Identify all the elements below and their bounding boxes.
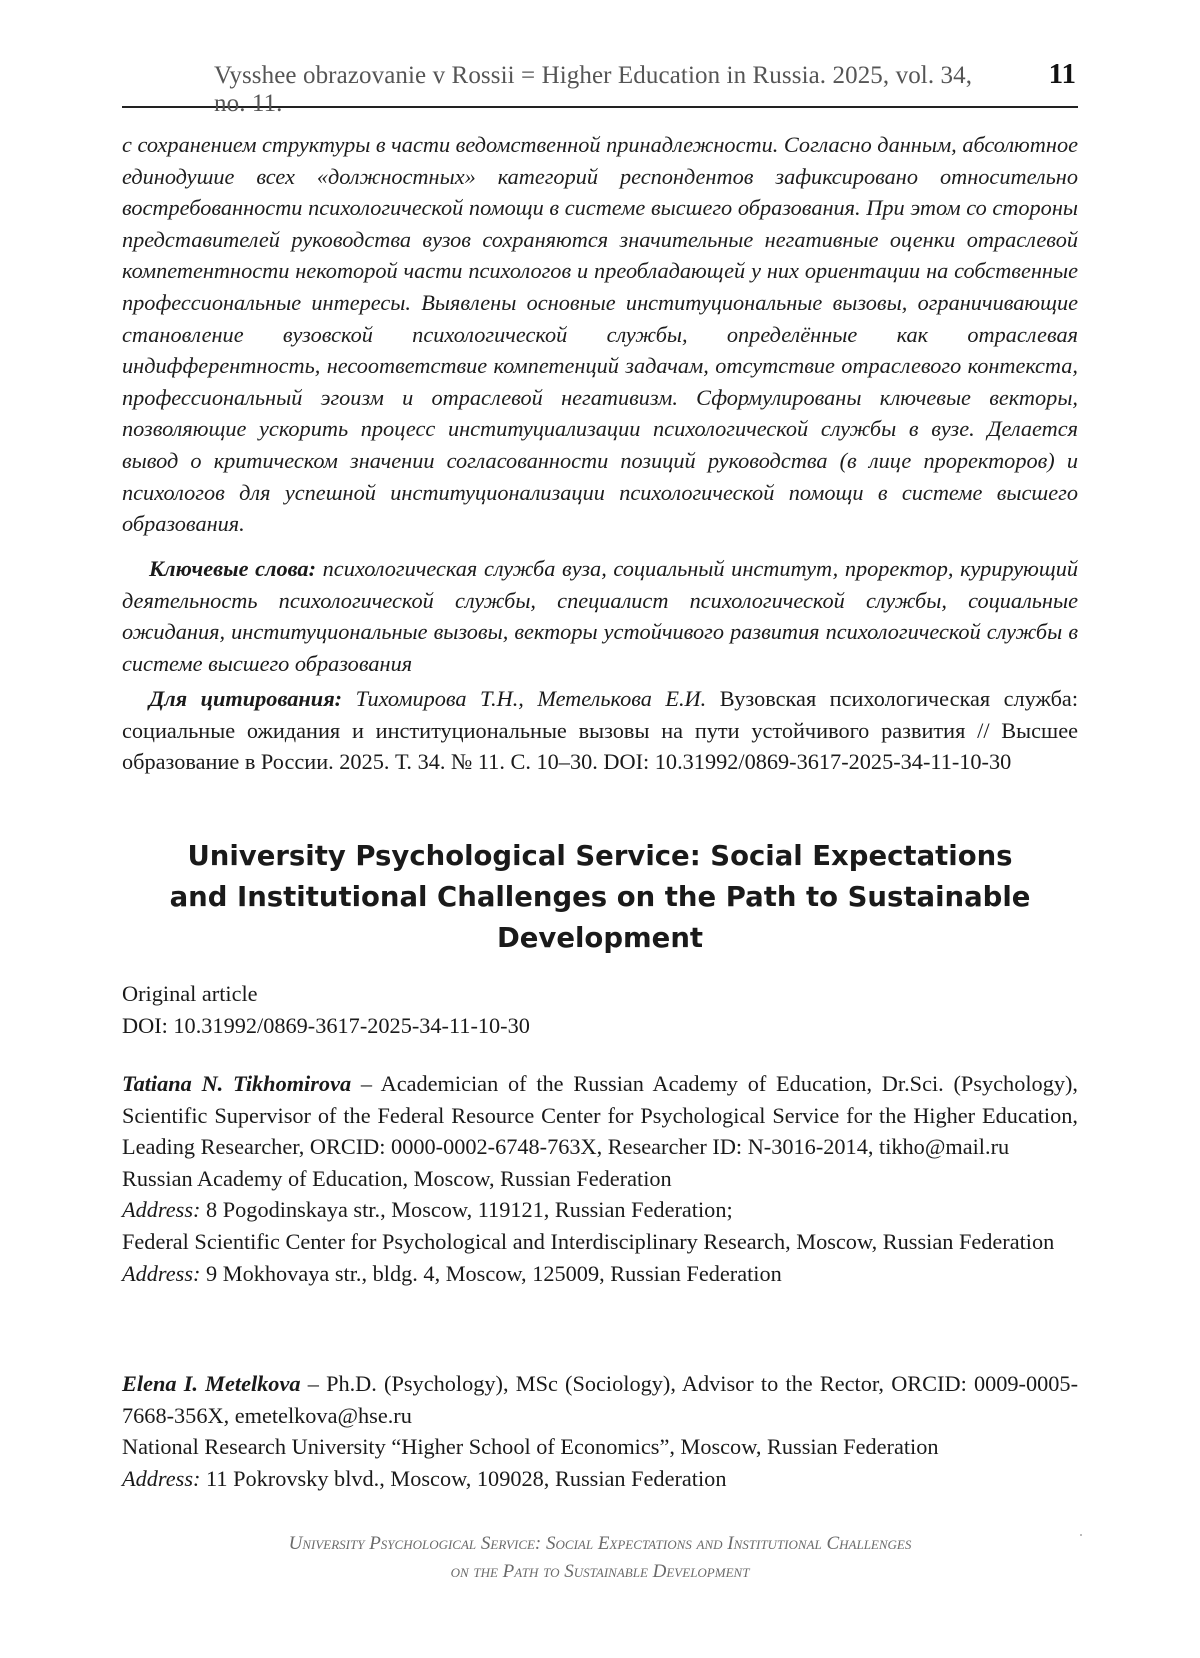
page-number: 11 — [1048, 58, 1076, 90]
author-address — [122, 1194, 1078, 1226]
address-text: 11 Pokrovsky blvd., Moscow, 109028, Russian Federation — [206, 1465, 727, 1491]
article-doi: DOI: 10.31992/0869-3617-2025-34-11-10-30 — [122, 1012, 530, 1038]
author-affiliation: Russian Academy of Education, Moscow, Russian Federation — [122, 1165, 672, 1191]
address-label: Address: — [122, 1465, 201, 1491]
citation-label: Для цитирования: — [149, 686, 343, 711]
author-name: Tatiana N. Tikhomirova — [122, 1071, 352, 1096]
author-credentials: – Academician of the Russian Academy of Education, Dr.Sci. (Psychology), Scientific Supervisor of the Federal Resource Center for Psychological Service for the Higher Education, Leading Researcher, ORCID: 0000-0002-6748-763X, Researcher ID: N-3016-2014, tikho@mail.ru — [122, 1071, 1078, 1160]
author-affiliation: Federal Scientific Center for Psychological and Interdisciplinary Research, Moscow, Russian Federation — [122, 1228, 1055, 1254]
footer-dot — [1080, 1534, 1082, 1536]
abstract-continuation: с сохранением структуры в части ведомственной принадлежности. Согласно данным, абсолютное единодушие всех «должностных» категорий респондентов зафиксировано относительно востребованности психологической помощи в системе высшего образования. При этом со стороны представителей руководства вузов сохраняются значительные негативные оценки отраслевой компетентности некоторой части психологов и преобладающей у них ориентации на собственные профессиональные интересы. Выявлены основные институциональные вызовы, ограничивающие становление вузовской психологической службы, определённые как отраслевая индифферентность, несоответствие компетенций задачам, отсутствие отраслевого контекста, профессиональный эгоизм и отраслевой негативизм. Сформулированы ключевые векторы, позволяющие ускорить процесс институциализации психологической службы в вузе. Делается вывод о критическом значении согласованности позиций руководства (в лице проректоров) и психологов для успешной институционализации психологической помощи в системе высшего образования. — [122, 132, 1078, 537]
article-type: Original article — [122, 981, 258, 1006]
citation-text: Вузовская психологическая служба: социальные ожидания и институциональные вызовы на пути устойчивого развития // Высшее образование в России. 2025. Т. 34. № 11. С. 10–30. DOI: 10.31992/0869-3617-2025-34-11-10-30 — [122, 686, 1079, 775]
author-details — [122, 1368, 1078, 1431]
author-credentials: – Ph.D. (Psychology), MSc (Sociology), Advisor to the Rector, ORCID: 0009-0005-7668-356X, emetelkova@hse.ru — [122, 1371, 1078, 1428]
keywords-label: Ключевые слова: — [149, 556, 316, 581]
citation-paragraph — [122, 683, 1078, 778]
author-block — [122, 1368, 1078, 1494]
english-article-title — [150, 836, 1050, 959]
title-line: Development — [496, 922, 704, 954]
citation-authors: Тихомирова Т.Н., Метелькова Е.И. — [355, 686, 707, 711]
running-foot — [150, 1530, 1050, 1586]
address-label: Address: — [122, 1260, 201, 1286]
address-label: Address: — [122, 1197, 201, 1223]
address-text: 8 Pogodinskaya str., Moscow, 119121, Russian Federation; — [206, 1197, 733, 1223]
author-details — [122, 1068, 1078, 1163]
title-line: University Psychological Service: Social Expectations — [187, 840, 1013, 872]
author-affiliation: National Research University “Higher School of Economics”, Moscow, Russian Federation — [122, 1434, 939, 1460]
title-line: and Institutional Challenges on the Path to Sustainable — [169, 881, 1031, 913]
running-head — [122, 58, 1078, 117]
keywords-text: психологическая служба вуза, социальный институт, проректор, курирующий деятельность психологической службы, специалист психологической службы, социальные ожидания, институциональные вызовы, векторы устойчивого развития психологической службы в системе высшего образования — [122, 556, 1079, 676]
author-address — [122, 1258, 1078, 1290]
journal-citation-header: Vysshee obrazovanie v Rossii = Higher Education in Russia. 2025, vol. 34, no. 11. — [214, 62, 973, 117]
author-address — [122, 1463, 1078, 1495]
article-meta — [122, 978, 1078, 1041]
running-foot-line: University Psychological Service: Social Expectations and Institutional Challenges — [288, 1533, 912, 1554]
keywords-paragraph — [122, 553, 1078, 679]
author-block — [122, 1068, 1078, 1289]
author-name: Elena I. Metelkova — [122, 1371, 301, 1396]
address-text: 9 Mokhovaya str., bldg. 4, Moscow, 125009, Russian Federation — [206, 1260, 782, 1286]
running-foot-line: on the Path to Sustainable Development — [450, 1561, 750, 1582]
